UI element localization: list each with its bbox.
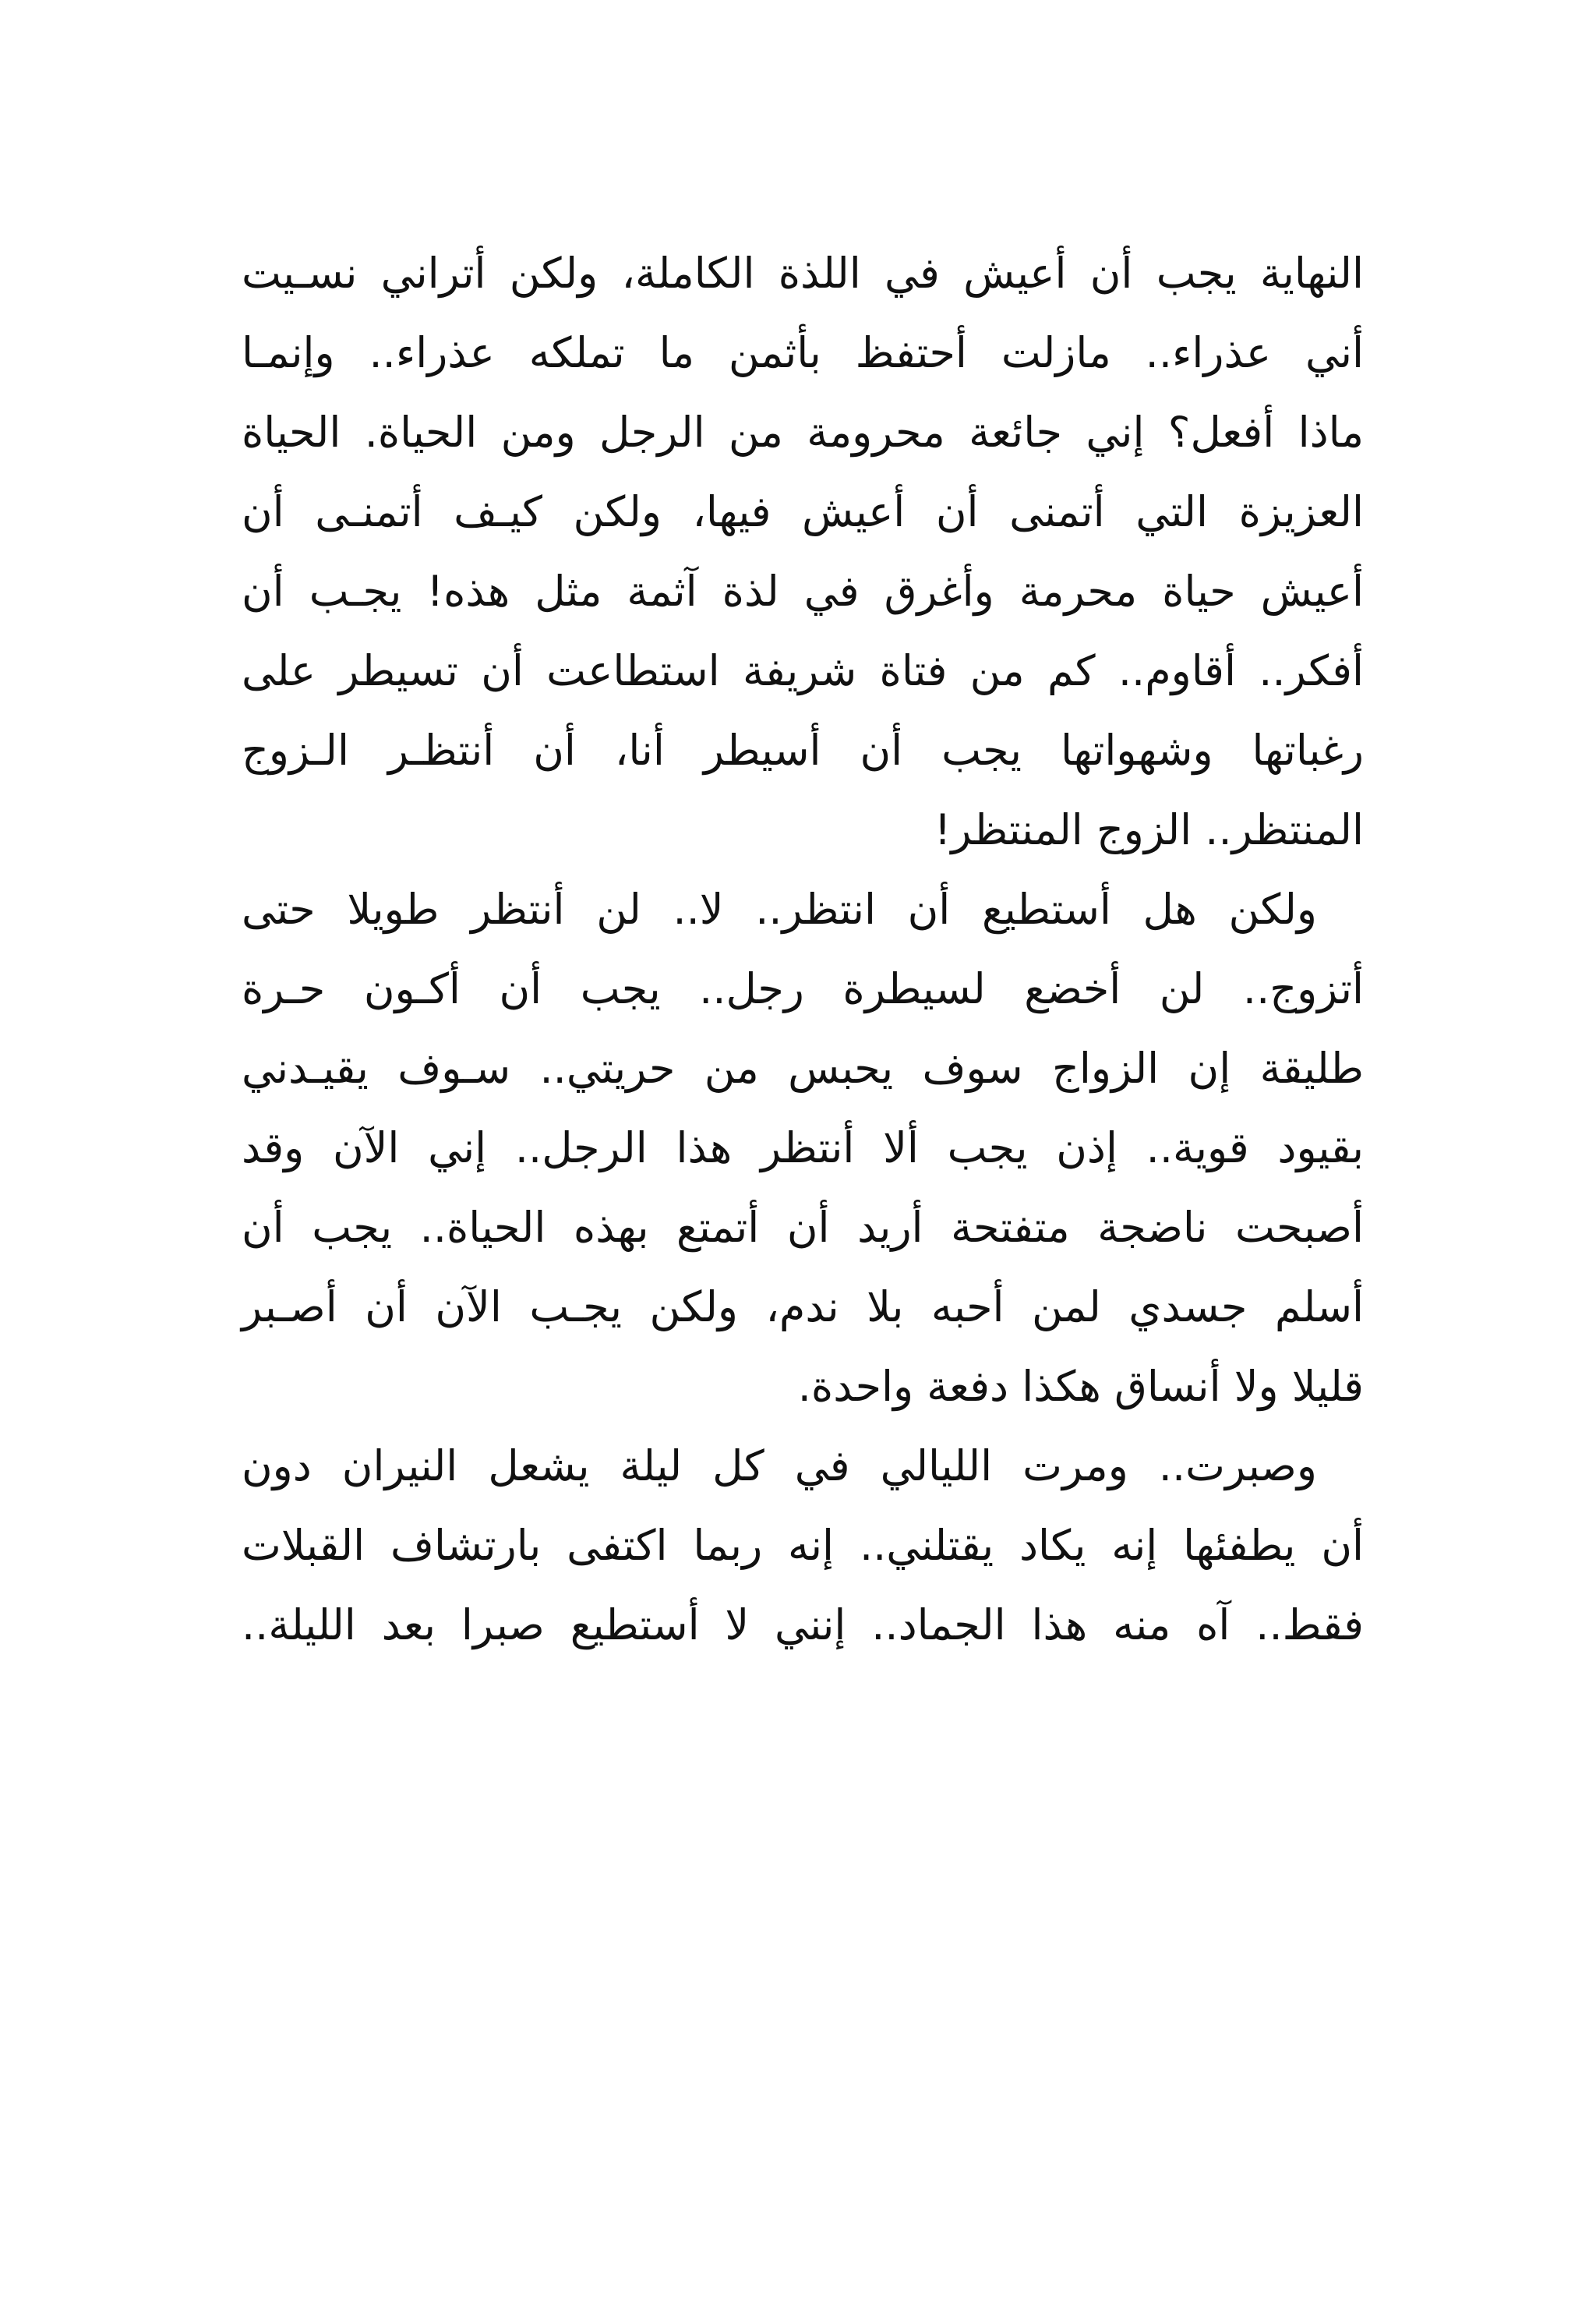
text-line: أفكر.. أقاوم.. كم من فتاة شريفة استطاعت أن تسيطر على [242, 646, 1364, 695]
text-line: فقط.. آه منه هذا الجماد.. إنني لا أستطيع صبرا بعد الليلة.. [242, 1600, 1364, 1649]
text-line: أصبحت ناضجة متفتحة أريد أن أتمتع بهذه الحياة.. يجب أن [242, 1203, 1364, 1252]
text-line: بقيود قوية.. إذن يجب ألا أنتظر هذا الرجل.. إني الآن وقد [242, 1123, 1364, 1172]
text-line: طليقة إن الزواج سوف يحبس من حريتي.. سـوف يقيـدني [242, 1044, 1364, 1093]
text-line: العزيزة التي أتمنى أن أعيش فيها، ولكن كيـف أتمنـى أن [242, 487, 1364, 536]
paragraph-2 [242, 870, 1364, 1426]
text-line: قليلا ولا أنساق هكذا دفعة واحدة. [797, 1362, 1364, 1411]
body-text [242, 234, 1364, 1665]
text-line: النهاية يجب أن أعيش في اللذة الكاملة، ولكن أتراني نسـيت [242, 249, 1364, 298]
text-line: المنتظر.. الزوج المنتظر! [934, 805, 1364, 854]
text-line: أني عذراء.. مازلت أحتفظ بأثمن ما تملكه عذراء.. وإنمـا [242, 328, 1364, 377]
text-line: أعيش حياة محرمة وأغرق في لذة آثمة مثل هذه! يجـب أن [242, 567, 1364, 616]
text-line: أن يطفئها إنه يكاد يقتلني.. إنه ربما اكتفى بارتشاف القبلات [242, 1521, 1364, 1570]
text-line: أسلم جسدي لمن أحبه بلا ندم، ولكن يجـب الآن أن أصـبر [242, 1282, 1364, 1331]
text-line: رغباتها وشهواتها يجب أن أسيطر أنا، أن أنتظـر الـزوج [242, 726, 1364, 775]
text-line: ولكن هل أستطيع أن انتظر.. لا.. لن أنتظر طويلا حتى [242, 885, 1317, 934]
text-line: أتزوج.. لن أخضع لسيطرة رجل.. يجب أن أكـون حـرة [242, 964, 1364, 1013]
paragraph-3 [242, 1426, 1364, 1665]
paragraph-1 [242, 234, 1364, 870]
text-line: ماذا أفعل؟ إني جائعة محرومة من الرجل ومن الحياة. الحياة [242, 408, 1364, 457]
text-line: وصبرت.. ومرت الليالي في كل ليلة يشعل النيران دون [242, 1441, 1317, 1490]
